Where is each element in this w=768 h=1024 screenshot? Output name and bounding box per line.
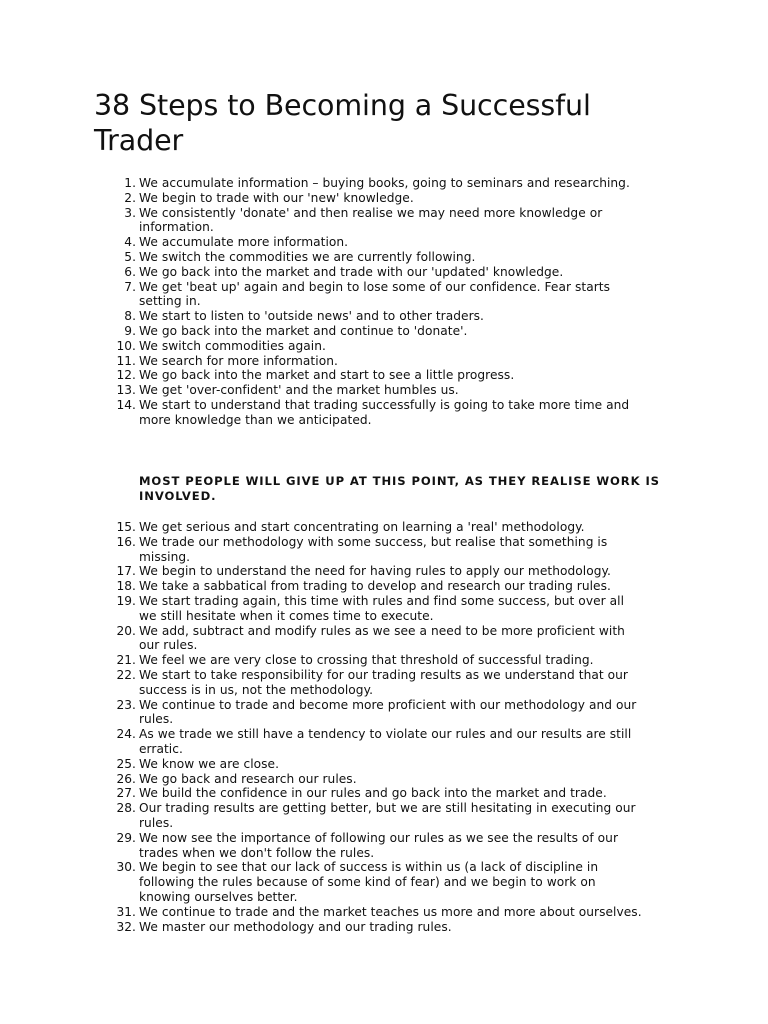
step-text: We start trading again, this time with rules and find some success, but over all we still hesitate when it comes time to execute. (139, 593, 624, 623)
step-number: 1. (124, 176, 136, 190)
list-item (94, 860, 694, 904)
list-item (94, 920, 694, 935)
step-text: We search for more information. (139, 353, 338, 368)
step-text: Our trading results are getting better, but we are still hesitating in executing our rules. (139, 801, 636, 830)
list-item (94, 309, 694, 324)
step-number: 31. (116, 904, 136, 919)
step-text: We go back into the market and trade with our 'updated' knowledge. (139, 264, 564, 279)
step-number: 19. (116, 593, 136, 608)
step-number: 5. (124, 249, 136, 264)
list-item (94, 653, 694, 668)
step-text: We begin to trade with our 'new' knowledge. (139, 190, 414, 205)
step-text: We build the confidence in our rules and go back into the market and trade. (139, 786, 607, 801)
list-item (94, 594, 694, 624)
list-item (94, 564, 694, 579)
step-text: We go back into the market and continue to 'donate'. (139, 323, 468, 338)
step-number: 25. (116, 756, 136, 771)
step-text: We start to listen to 'outside news' and to other traders. (139, 309, 484, 324)
step-text: We accumulate information – buying books, going to seminars and researching. (139, 176, 630, 190)
step-number: 16. (116, 534, 136, 549)
step-text: We begin to see that our lack of success is within us (a lack of discipline in following the rules because of some kind of fear) and we begin to work on knowing ourselves better. (139, 860, 599, 904)
step-number: 17. (116, 564, 136, 579)
step-text: We switch commodities again. (139, 338, 326, 353)
step-text: We switch the commodities we are currently following. (139, 249, 476, 264)
list-item (94, 383, 694, 398)
step-number: 14. (116, 397, 136, 412)
list-item (94, 235, 694, 250)
step-text: We get 'beat up' again and begin to lose some of our confidence. Fear starts setting in. (139, 279, 611, 309)
step-text: We trade our methodology with some success, but realise that something is missing. (139, 534, 608, 564)
list-item (94, 265, 694, 280)
list-item (94, 324, 694, 339)
list-item (94, 727, 694, 757)
list-item (94, 757, 694, 772)
step-text: We go back and research our rules. (139, 771, 357, 786)
list-item (94, 520, 694, 535)
list-item (94, 191, 694, 206)
step-number: 20. (116, 623, 136, 638)
step-number: 18. (116, 579, 136, 594)
step-number: 7. (124, 279, 136, 294)
list-item (94, 368, 694, 383)
step-text: We now see the importance of following our rules as we see the results of our trades when we don't follow the rules. (139, 830, 619, 860)
list-item (94, 772, 694, 787)
step-text: We continue to trade and the market teaches us more and more about ourselves. (139, 904, 642, 919)
steps-list-part-two (94, 520, 694, 934)
step-number: 6. (124, 264, 136, 279)
step-number: 22. (116, 667, 136, 682)
step-text: We master our methodology and our trading rules. (139, 919, 452, 934)
step-text: We consistently 'donate' and then realise we may need more knowledge or information. (139, 205, 603, 235)
step-text: We continue to trade and become more proficient with our methodology and our rules. (139, 697, 637, 727)
step-number: 8. (124, 309, 136, 324)
step-text: We start to understand that trading successfully is going to take more time and more knowledge than we anticipated. (139, 397, 630, 427)
step-number: 29. (116, 830, 136, 845)
list-item (94, 398, 694, 428)
step-number: 10. (116, 338, 136, 353)
step-text: We begin to understand the need for having rules to apply our methodology. (139, 564, 611, 579)
list-item (94, 280, 694, 310)
list-item (94, 624, 694, 654)
document-title: 38 Steps to Becoming a Successful Trader (94, 89, 591, 157)
step-number: 2. (124, 190, 136, 205)
step-text: As we trade we still have a tendency to violate our rules and our results are still erratic. (139, 727, 632, 756)
step-text: We start to take responsibility for our trading results as we understand that our success is in us, not the methodology. (139, 667, 628, 697)
step-number: 3. (124, 205, 136, 220)
step-text: We take a sabbatical from trading to develop and research our trading rules. (139, 579, 611, 594)
list-item (94, 786, 694, 801)
step-text: We accumulate more information. (139, 235, 349, 250)
give-up-callout: MOST PEOPLE WILL GIVE UP AT THIS POINT, AS THEY REALISE WORK IS INVOLVED. (139, 474, 660, 503)
list-item (94, 250, 694, 265)
list-item (94, 579, 694, 594)
step-number: 12. (116, 368, 136, 383)
step-text: We know we are close. (139, 756, 280, 771)
step-text: We feel we are very close to crossing that threshold of successful trading. (139, 653, 594, 668)
list-item (94, 354, 694, 369)
list-item (94, 206, 694, 236)
list-item (94, 698, 694, 728)
step-number: 27. (116, 786, 136, 801)
step-number: 24. (116, 727, 136, 742)
step-number: 32. (116, 919, 136, 934)
step-number: 30. (116, 860, 136, 875)
list-item (94, 339, 694, 354)
list-item (94, 668, 694, 698)
step-number: 9. (124, 323, 136, 338)
list-item (94, 905, 694, 920)
steps-list-part-one (94, 176, 694, 428)
step-text: We get 'over-confident' and the market humbles us. (139, 383, 459, 398)
step-number: 23. (116, 697, 136, 712)
step-number: 28. (116, 801, 136, 816)
step-number: 26. (116, 771, 136, 786)
step-text: We get serious and start concentrating on learning a 'real' methodology. (139, 520, 585, 534)
step-number: 15. (116, 520, 136, 534)
list-item (94, 801, 694, 831)
step-text: We add, subtract and modify rules as we see a need to be more proficient with our rules. (139, 623, 625, 653)
step-number: 13. (116, 383, 136, 398)
step-text: We go back into the market and start to see a little progress. (139, 368, 515, 383)
list-item (94, 535, 694, 565)
list-item (94, 831, 694, 861)
step-number: 21. (116, 653, 136, 668)
step-number: 4. (124, 235, 136, 250)
step-number: 11. (116, 353, 136, 368)
list-item (94, 176, 694, 191)
